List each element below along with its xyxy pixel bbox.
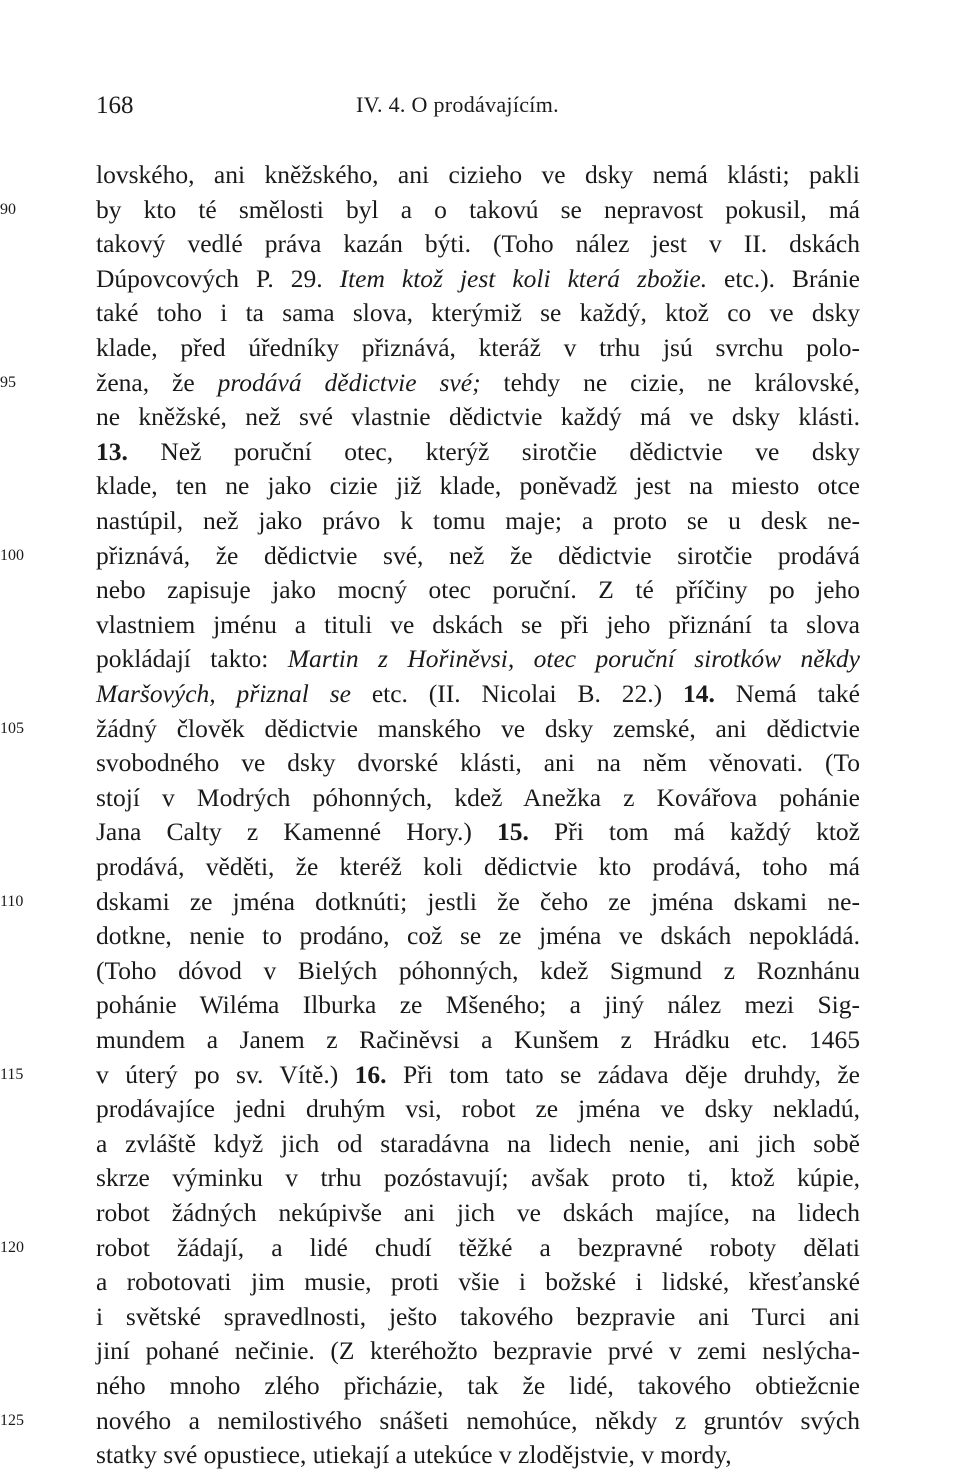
running-head: IV. 4. O prodávajícím.	[356, 92, 559, 117]
text-segment: Jana Calty z Kamenné Hory.)	[96, 817, 497, 846]
text-line	[96, 850, 860, 884]
italic-text: prodává dědictvie své;	[217, 368, 481, 397]
text-line	[96, 712, 860, 746]
text-line	[96, 469, 860, 503]
line-number-text: 125	[0, 1412, 24, 1429]
text-segment: v úterý po sv. Vítě.)	[96, 1060, 355, 1089]
line-number-text: 90	[0, 201, 16, 218]
line-number	[0, 1058, 94, 1092]
italic-text: Martin z Hořiněvsi, otec poruční sirotków někdy	[287, 644, 860, 673]
text-segment: klade, ten ne jako cizie již klade, poněvadž jest na miesto otce	[96, 471, 860, 500]
text-line	[96, 573, 860, 607]
text-line	[96, 227, 860, 261]
text-segment: Při tom tato se zádava děje druhdy, že	[386, 1060, 860, 1089]
italic-text: Maršových, přiznal se	[96, 679, 351, 708]
text-segment: lovského, ani kněžského, ani cizieho ve dsky nemá klásti; pakli	[96, 160, 860, 189]
line-number	[0, 366, 94, 400]
line-number-text: 95	[0, 374, 16, 391]
section-number: 14.	[683, 679, 715, 708]
line-number	[0, 1231, 94, 1265]
text-line	[96, 988, 860, 1022]
italic-text: Item ktož jest koli která zbožie.	[339, 264, 708, 293]
text-segment: Při tom má každý ktož	[528, 817, 861, 846]
text-line	[96, 608, 860, 642]
text-segment: přiznává, že dědictvie své, než že dědictvie sirotčie prodává	[96, 541, 860, 570]
page-header	[96, 92, 864, 122]
text-segment: ne kněžské, než své vlastnie dědictvie každý má ve dsky klásti.	[96, 402, 860, 431]
text-segment: nastúpil, než jako právo k tomu maje; a proto se u desk ne-	[96, 506, 860, 535]
section-number: 13.	[96, 437, 128, 466]
text-line	[96, 1265, 860, 1299]
text-segment: statky své opustiece, utiekají a utekúce v zlodějstvie, v mordy,	[96, 1440, 732, 1469]
text-segment: takový vedlé práva kazán býti. (Toho nález jest v II. dskách	[96, 229, 860, 258]
line-number-text: 100	[0, 547, 24, 564]
line-number	[0, 193, 94, 227]
text-segment: i světské spravedlnosti, ješto takového bezpravie ani Turci ani	[96, 1302, 860, 1331]
text-segment: nového a nemilostivého snášeti nemohúce, někdy z gruntóv svých	[96, 1406, 860, 1435]
line-number	[0, 712, 94, 746]
text-line	[96, 1334, 860, 1368]
text-segment: pokládají takto:	[96, 644, 288, 673]
text-line	[96, 919, 860, 953]
text-segment: (Toho dóvod v Bielých póhonných, kdež Sigmund z Roznhánu	[96, 956, 860, 985]
text-line	[96, 1369, 860, 1403]
text-line	[96, 1231, 860, 1265]
text-segment: žádný člověk dědictvie manského ve dsky zemské, ani dědictvie	[96, 714, 860, 743]
text-segment: prodávajíce jedni druhým vsi, robot ze jména ve dsky nekladú,	[96, 1094, 860, 1123]
text-segment: a zvláště když jich od staradávna na lidech nenie, ani jich sobě	[96, 1129, 860, 1158]
text-line	[96, 815, 860, 849]
text-line	[96, 504, 860, 538]
section-number: 16.	[354, 1060, 387, 1089]
line-number	[0, 1404, 94, 1438]
text-segment: dotkne, nenie to prodáno, což se ze jména ve dskách nepokládá.	[96, 921, 860, 950]
section-number: 15.	[496, 817, 529, 846]
text-segment: žena, že	[96, 368, 218, 397]
text-segment: a robotovati jim musie, proti všie i božské i lidské, křesťanské	[96, 1267, 860, 1296]
text-line	[96, 781, 860, 815]
text-segment: vlastniem jménu a tituli ve dskách se při jeho přiznání ta slova	[96, 610, 860, 639]
line-number-text: 110	[0, 893, 24, 910]
text-segment: etc.). Bránie	[707, 264, 860, 293]
text-segment: robot žádných nekúpivše ani jich ve dskách majíce, na lidech	[96, 1198, 860, 1227]
text-segment: tehdy ne cizie, ne královské,	[480, 368, 860, 397]
page-number: 168	[96, 92, 134, 119]
text-segment: stojí v Modrých póhonných, kdež Anežka z Kovářova pohánie	[96, 783, 860, 812]
text-segment: svobodného ve dsky dvorské klásti, ani na něm věnovati. (To	[96, 748, 860, 777]
line-number	[0, 885, 94, 919]
text-segment: etc. (II. Nicolai B. 22.)	[350, 679, 683, 708]
text-segment: prodává, věděti, že kteréž koli dědictvie kto prodává, toho má	[96, 852, 860, 881]
text-line	[96, 158, 860, 192]
text-segment: by kto té smělosti byl a o takovú se nepravost pokusil, má	[96, 195, 860, 224]
text-line	[96, 539, 860, 573]
text-segment: jiní pohané nečinie. (Z kteréhožto bezpravie prvé v zemi neslýcha-	[96, 1336, 860, 1365]
text-line	[96, 1404, 860, 1438]
text-segment: dskami ze jména dotknúti; jestli že čeho ze jména dskami ne-	[96, 887, 860, 916]
text-segment: robot žádají, a lidé chudí těžké a bezpravné roboty dělati	[96, 1233, 860, 1262]
text-segment: pohánie Wiléma Ilburka ze Mšeného; a jiný nález mezi Sig-	[96, 990, 860, 1019]
text-segment: nebo zapisuje jako mocný otec poruční. Z té příčiny po jeho	[96, 575, 860, 604]
line-number	[0, 539, 94, 573]
text-segment: mundem a Janem z Račiněvsi a Kunšem z Hrádku etc. 1465	[96, 1025, 860, 1054]
line-number-text: 105	[0, 720, 24, 737]
text-segment: Než poruční otec, kterýž sirotčie dědictvie ve dsky	[127, 437, 860, 466]
text-line	[96, 400, 860, 434]
text-segment: Dúpovcových P. 29.	[96, 264, 340, 293]
text-line	[96, 262, 860, 296]
text-line	[96, 1023, 860, 1057]
text-segment: ného mnoho zlého přicházie, tak že lidé, takového obtiežcnie	[96, 1371, 860, 1400]
line-number-text: 120	[0, 1239, 24, 1256]
line-number-text: 115	[0, 1066, 24, 1083]
text-line	[96, 677, 860, 711]
text-line	[96, 1092, 860, 1126]
text-segment: Nemá také	[714, 679, 860, 708]
text-line	[96, 296, 860, 330]
text-line	[96, 331, 860, 365]
text-line	[96, 954, 860, 988]
text-line	[96, 1058, 860, 1092]
text-line	[96, 193, 860, 227]
text-segment: klade, před úředníky přiznává, kteráž v trhu jsú svrchu polo-	[96, 333, 860, 362]
text-line	[96, 1438, 860, 1472]
text-line	[96, 1161, 860, 1195]
text-line	[96, 366, 860, 400]
text-line	[96, 642, 860, 676]
text-line	[96, 1300, 860, 1334]
text-line	[96, 435, 860, 469]
text-segment: také toho i ta sama slova, kterýmiž se každý, ktož co ve dsky	[96, 298, 860, 327]
text-segment: skrze výminku v trhu pozóstavují; avšak proto ti, ktož kúpie,	[96, 1163, 860, 1192]
text-line	[96, 746, 860, 780]
text-line	[96, 885, 860, 919]
text-line	[96, 1196, 860, 1230]
text-line	[96, 1127, 860, 1161]
